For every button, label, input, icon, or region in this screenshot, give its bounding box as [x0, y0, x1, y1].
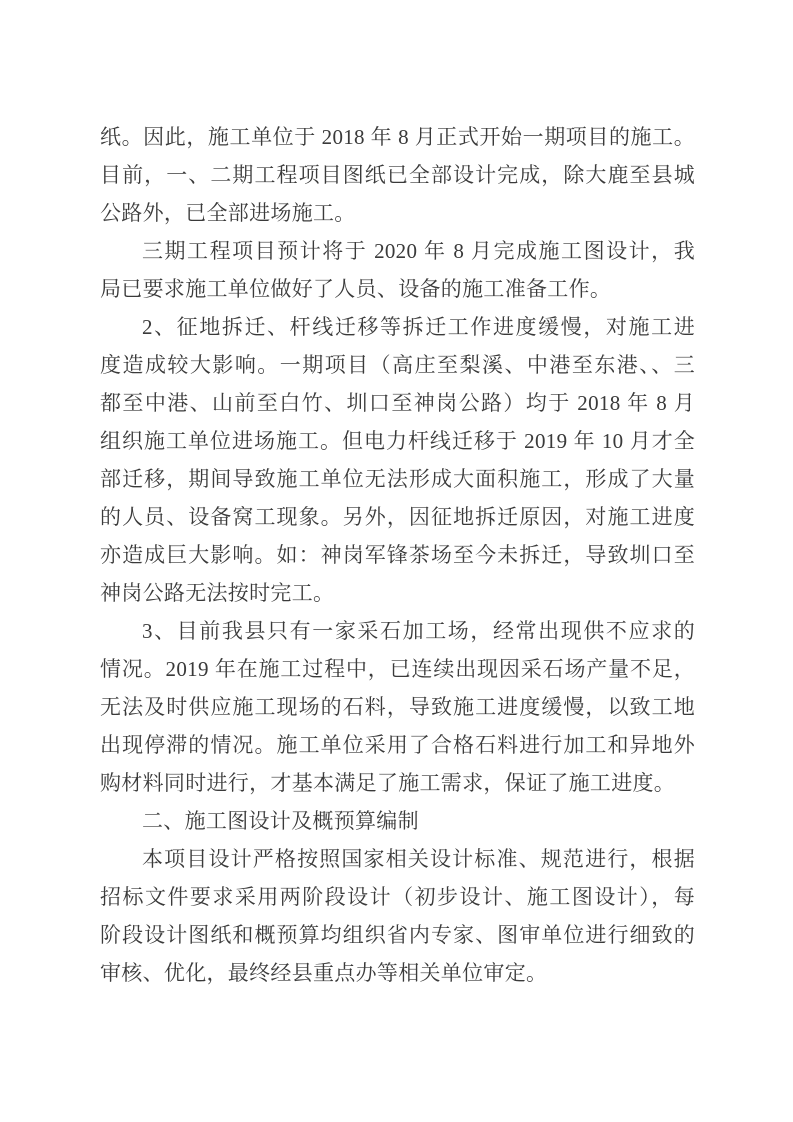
- text-line: 三期工程项目预计将于 2020 年 8 月完成施工图设计，我: [142, 239, 695, 263]
- text-line: 二、施工图设计及概预算编制: [142, 809, 419, 833]
- text-line: 纸。因此，施工单位于 2018 年 8 月正式开始一期项目的施工。: [100, 125, 695, 149]
- paragraph-item3-quarry-shortage: [100, 612, 695, 802]
- paragraph-continuation-phase1-progress: [100, 118, 695, 232]
- text-line: 无法及时供应施工现场的石料，导致施工进度缓慢，以致工地: [100, 695, 695, 719]
- paragraph-item2-demolition-delay: [100, 308, 695, 612]
- text-line: 局已要求施工单位做好了人员、设备的施工准备工作。: [100, 277, 612, 301]
- text-line: 组织施工单位进场施工。但电力杆线迁移于 2019 年 10 月才全: [100, 429, 695, 453]
- text-line: 目前，一、二期工程项目图纸已全部设计完成，除大鹿至县城: [100, 163, 695, 187]
- paragraph-phase3-plan: [100, 232, 695, 308]
- text-line: 本项目设计严格按照国家相关设计标准、规范进行，根据: [142, 847, 695, 871]
- text-line: 公路外，已全部进场施工。: [100, 201, 356, 225]
- text-line: 部迁移，期间导致施工单位无法形成大面积施工，形成了大量: [100, 467, 695, 491]
- text-line: 情况。2019 年在施工过程中，已连续出现因采石场产量不足，: [100, 657, 695, 681]
- text-line: 审核、优化，最终经县重点办等相关单位审定。: [100, 961, 548, 985]
- text-line: 神岗公路无法按时完工。: [100, 581, 335, 605]
- text-line: 都至中港、山前至白竹、圳口至神岗公路）均于 2018 年 8 月: [100, 391, 695, 415]
- text-line: 亦造成巨大影响。如：神岗军锋茶场至今未拆迁，导致圳口至: [100, 543, 695, 567]
- text-line: 的人员、设备窝工现象。另外，因征地拆迁原因，对施工进度: [100, 505, 695, 529]
- section-heading-design-budget: [100, 802, 695, 840]
- text-line: 出现停滞的情况。施工单位采用了合格石料进行加工和异地外: [100, 733, 695, 757]
- document-body: [100, 118, 695, 992]
- paragraph-design-standards: [100, 840, 695, 992]
- text-line: 购材料同时进行，才基本满足了施工需求，保证了施工进度。: [100, 771, 676, 795]
- text-line: 阶段设计图纸和概预算均组织省内专家、图审单位进行细致的: [100, 923, 695, 947]
- text-line: 度造成较大影响。一期项目（高庄至梨溪、中港至东港、、三: [100, 353, 695, 377]
- text-line: 招标文件要求采用两阶段设计（初步设计、施工图设计），每: [100, 885, 695, 909]
- text-line: 3、目前我县只有一家采石加工场，经常出现供不应求的: [142, 619, 695, 643]
- text-line: 2、征地拆迁、杆线迁移等拆迁工作进度缓慢，对施工进: [142, 315, 695, 339]
